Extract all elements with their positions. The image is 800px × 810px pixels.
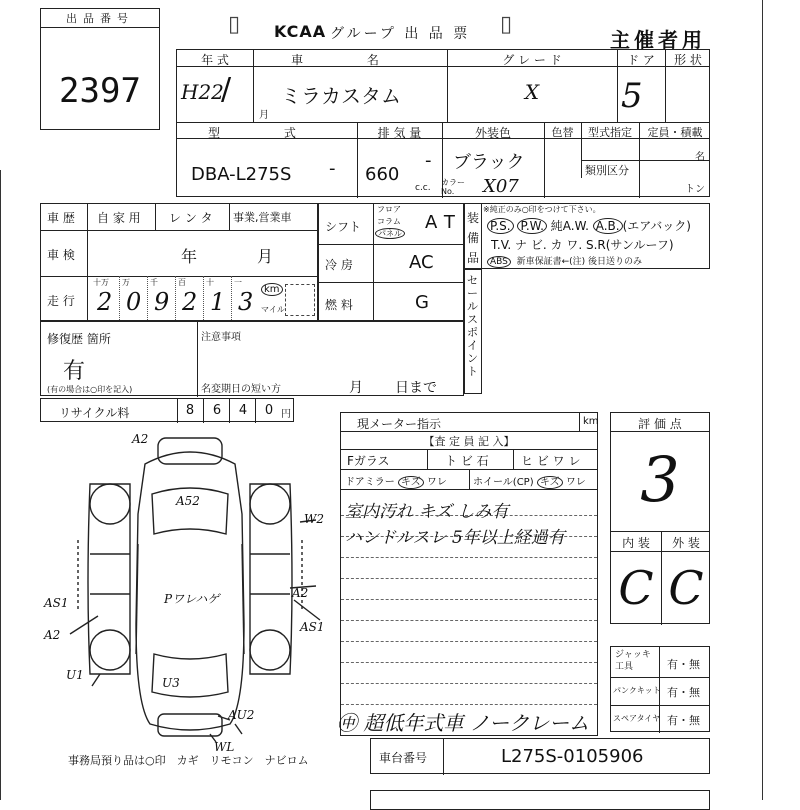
equip-row3: ABS 新車保証書←(注) 後日送りのみ [487,254,642,267]
damage-label: Pワレハゲ [164,592,220,606]
color-value: ブラック [453,152,525,173]
exterior-value: C [668,561,704,615]
mileage-cells [91,276,259,322]
year-slash: / [221,72,232,107]
chassis-value: L275S-0105906 [501,746,644,767]
lot-number-box [40,8,160,130]
mileage-unit-label: 十万 [93,278,109,287]
model-value: DBA-L275S [191,164,292,185]
chassis-box [370,738,710,774]
tool-spare-label: スペアタイヤ [613,714,661,723]
history-label: 車 歴 [47,211,75,225]
tool-jack-value: 有・無 [667,658,700,671]
glass-crack: ヒ ビ ワ レ [521,454,581,468]
equip-row2: T.V. ナ ビ. カ ワ. S.R(サンルーフ) [491,238,674,252]
damage-label: A52 [176,494,200,508]
inspection-year: 年 [181,247,198,266]
bottom-stub [370,790,710,810]
remark-bottom: ㊥ 超低年式車 ノークレーム [337,711,590,735]
tools-block [610,646,710,732]
tool-jack-label: ジャッキ工具 [615,650,651,672]
meter-unit: km [583,416,599,427]
damage-label: WL [214,740,235,754]
car-name: ミラカスタム [281,84,401,108]
recycle-digit: 8 [185,403,195,418]
capacity-unit-tons: トン [685,184,705,195]
year-value: H22 [181,80,224,104]
interior-label: 内 装 [622,536,650,550]
fuel-label: 燃 料 [325,298,353,312]
mileage-digit: 3 [238,288,254,316]
remark-rule [341,620,597,621]
disp-dash: - [425,150,432,171]
model-dash: - [329,158,336,179]
year-label: 年 式 [201,53,229,67]
shift-value: AT [425,212,463,233]
sales-point-box [464,269,482,394]
disp-value: 660 [365,164,400,185]
remark-1: 室内汚れ キズ しみ有 [345,502,509,522]
doors-label: ド ア [627,53,655,67]
ac-value: AC [409,252,434,273]
tool-kit-value: 有・無 [667,686,700,699]
form-title: グループ 出 品 票 [330,26,471,42]
mileage-cell [231,276,260,322]
capacity-unit-people: 名 [695,152,705,163]
expiry-label: 名変期日の短い方 [201,384,281,395]
capacity-label: 定員・積載 [647,126,703,139]
equipment-side-label [464,203,482,269]
damage-label: A2 [132,432,149,446]
name-label: 車 名 [291,53,409,67]
inspection-month: 月 [257,247,274,266]
footer-text: 事務局預り品は○印 カギ リモコン ナビロム [68,754,309,767]
logo: KCAA [274,22,327,41]
history-block [40,203,318,321]
left-edge-line [0,170,1,800]
shape-label: 形 状 [674,53,702,67]
recycle-box [40,398,294,422]
fuel-value: G [415,292,429,313]
disp-unit: c.c. [415,183,431,193]
grade-label: グ レ ー ド [502,53,562,67]
doors-value: 5 [621,76,643,116]
equipment-side-text: 装備品 [467,211,480,265]
shift-opt-panel: パネル [375,228,405,239]
mileage-unit-label: 千 [150,278,158,287]
mileage-digit: 2 [182,288,198,316]
wheel-row: ホイール(CP) キズ ワレ [473,477,586,488]
meter-label: 現メーター指示 [357,417,442,431]
remark-rule [341,662,597,663]
equip-row1: P.S. P.W. 純A.W. A.B. (エアバック) [487,217,691,234]
shift-opt-column: コラム [377,217,401,226]
recycle-unit: 円 [281,409,291,420]
mileage-cell [175,276,204,322]
damage-label: AS1 [300,620,325,634]
score-block [610,412,710,624]
damage-label: A2 [44,628,61,642]
mile-box [285,284,315,316]
color-change-label: 色替 [551,126,574,139]
damage-label: U1 [66,668,84,682]
recycle-digits [177,399,281,423]
glass-f: Fガラス [347,454,390,468]
mileage-unit-label: 百 [178,278,186,287]
mileage-digit: 0 [126,288,142,316]
copy-type: 主催者用 [610,28,706,52]
recycle-digit: 4 [229,399,256,423]
mile-unit: マイル [261,305,285,314]
mileage-cell [147,276,176,322]
shift-label: シフト [325,220,362,234]
mirror-row: ドアミラー キズ ワレ [345,477,447,488]
lot-number-label: 出品番号 [66,12,134,25]
remark-rule [341,557,597,558]
recycle-digit: 6 [203,399,230,423]
recycle-label: リサイクル料 [59,406,130,420]
score-value: 3 [640,443,680,516]
chassis-label: 車台番号 [379,751,428,765]
disp-label: 排 気 量 [377,126,422,140]
notes-label: 注意事項 [201,332,241,343]
remark-rule [341,599,597,600]
specs-block [318,203,464,321]
class-label: 類別区分 [585,164,629,177]
damage-label: A2 [292,586,309,600]
remark-2: ハンドルスレ 5年以上経過有 [345,528,565,548]
inspection-block [337,412,599,736]
interior-value: C [618,561,654,615]
mileage-digit: 2 [97,288,113,316]
equipment-block [464,203,710,269]
color-no-label: カラーNo. [441,178,465,196]
remark-rule [341,578,597,579]
model-label: 型 式 [208,126,326,140]
history-opt-rental: レ ン タ [169,211,213,225]
color-label: 外装色 [474,126,511,140]
mileage-digit: 9 [154,288,170,316]
expiry-day: 日まで [395,380,437,396]
tool-kit-label: パンクキット [613,686,661,695]
equipment-note: ※純正のみ○印をつけて下さい。 [483,205,601,214]
glass-chip: ト ビ 石 [445,454,489,468]
damage-label: W2 [304,512,324,526]
month-unit: 月 [259,110,269,121]
km-unit: km [261,284,283,295]
tool-spare-value: 有・無 [667,714,700,727]
expiry-month: 月 [349,380,363,396]
inspection-title: 【査 定 員 記 入】 [423,435,515,448]
color-no-value: X07 [483,176,519,197]
remark-rule [341,683,597,684]
repair-block [40,321,464,396]
remark-rule [341,641,597,642]
grade-value: X [524,80,540,104]
damage-label: AU2 [228,708,255,722]
mileage-label: 走 行 [47,294,75,308]
repair-value: 有 [63,359,86,384]
mileage-cell [91,276,119,322]
mileage-cell [203,276,232,322]
mileage-unit-label: 一 [234,278,242,287]
inspection-label: 車 検 [47,248,75,262]
mileage-cell [119,276,148,322]
shift-opt-floor: フロア [377,205,401,214]
bracket-left: ▯ [228,12,241,37]
type-designation-label: 型式指定 [588,126,632,139]
damage-label: AS1 [44,596,69,610]
exterior-label: 外 装 [672,536,700,550]
mileage-unit-label: 万 [122,278,130,287]
recycle-digit: 0 [255,399,282,423]
mileage-digit: 1 [210,288,226,316]
repair-note: (有の場合は○印を記入) [47,385,133,394]
mileage-unit-label: 十 [206,278,214,287]
damage-label: U3 [162,676,180,690]
bracket-right: ▯ [500,12,513,37]
sales-point-label: セールスポイント [467,274,478,378]
vehicle-table [176,49,710,197]
remark-rule [341,704,597,705]
right-edge-line [762,0,763,800]
history-opt-business: 事業,営業車 [233,211,292,224]
repair-label: 修復歴 箇所 [47,332,111,346]
score-label: 評 価 点 [638,417,682,431]
lot-number: 2397 [59,71,141,111]
ac-label: 冷 房 [325,258,353,272]
history-opt-private: 自 家 用 [97,211,141,225]
